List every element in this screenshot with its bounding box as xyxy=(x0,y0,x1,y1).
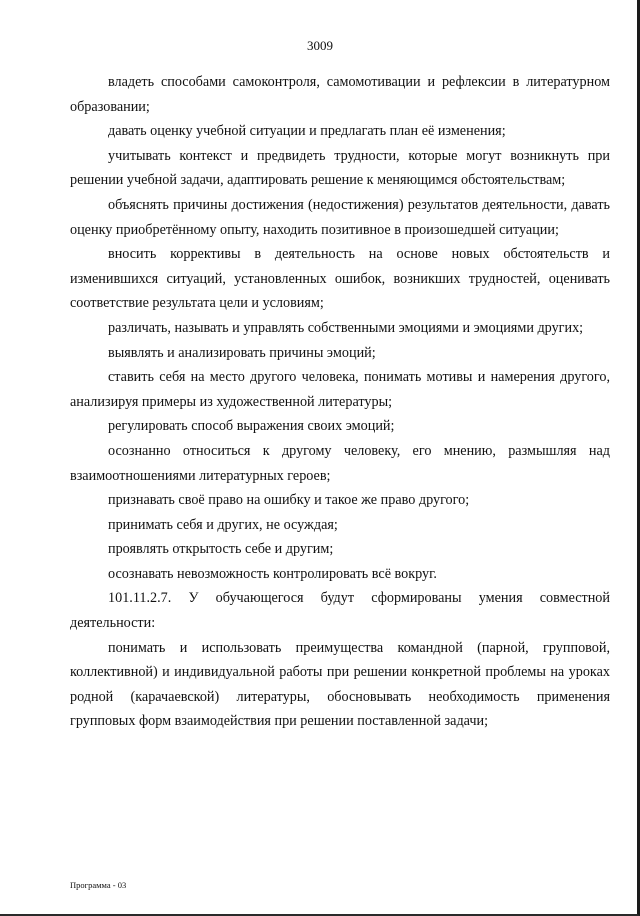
paragraph: осознанно относиться к другому человеку, его мнению, размышляя над взаимоотношениями литературных героев; xyxy=(70,442,610,484)
paragraph: различать, называть и управлять собственными эмоциями и эмоциями других; xyxy=(108,319,584,336)
section-heading-paragraph: 101.11.2.7. У обучающегося будут сформированы умения совместной деятельности: xyxy=(70,590,610,632)
paragraph: выявлять и анализировать причины эмоций; xyxy=(108,344,376,361)
page-footer: Программа - 03 xyxy=(70,880,127,890)
paragraph: проявлять открытость себе и другим; xyxy=(108,541,334,558)
paragraph: владеть способами самоконтроля, самомотивации и рефлексии в литературном образовании; xyxy=(70,74,610,115)
paragraph: осознавать невозможность контролировать всё вокруг. xyxy=(108,565,437,582)
paragraph: принимать себя и других, не осуждая; xyxy=(108,516,338,533)
paragraph: регулировать способ выражения своих эмоций; xyxy=(108,418,395,435)
paragraph: учитывать контекст и предвидеть трудности, которые могут возникнуть при решении учебной задачи, адаптировать решение к меняющимся обстоятельствам; xyxy=(70,147,610,189)
paragraph: вносить коррективы в деятельность на основе новых обстоятельств и изменившихся ситуаций, установленных ошибок, возникших трудностей, оценивать соответствие результата цели и условиям; xyxy=(70,246,610,312)
page-number: 3009 xyxy=(307,38,333,53)
document-body xyxy=(70,70,610,734)
paragraph: объяснять причины достижения (недостижения) результатов деятельности, давать оценку приобретённому опыту, находить позитивное в произошедшей ситуации; xyxy=(70,196,610,238)
paragraph: понимать и использовать преимущества командной (парной, групповой, коллективной) и индивидуальной работы при решении конкретной проблемы на уроках родной (карачаевской) литературы, обосновывать необходимость применения групповых форм взаимодействия при решении поставленной задачи; xyxy=(70,639,610,730)
paragraph: ставить себя на место другого человека, понимать мотивы и намерения другого, анализируя примеры из художественной литературы; xyxy=(70,369,610,410)
paragraph: признавать своё право на ошибку и такое же право другого; xyxy=(108,492,470,509)
paragraph: давать оценку учебной ситуации и предлагать план её изменения; xyxy=(108,123,506,140)
